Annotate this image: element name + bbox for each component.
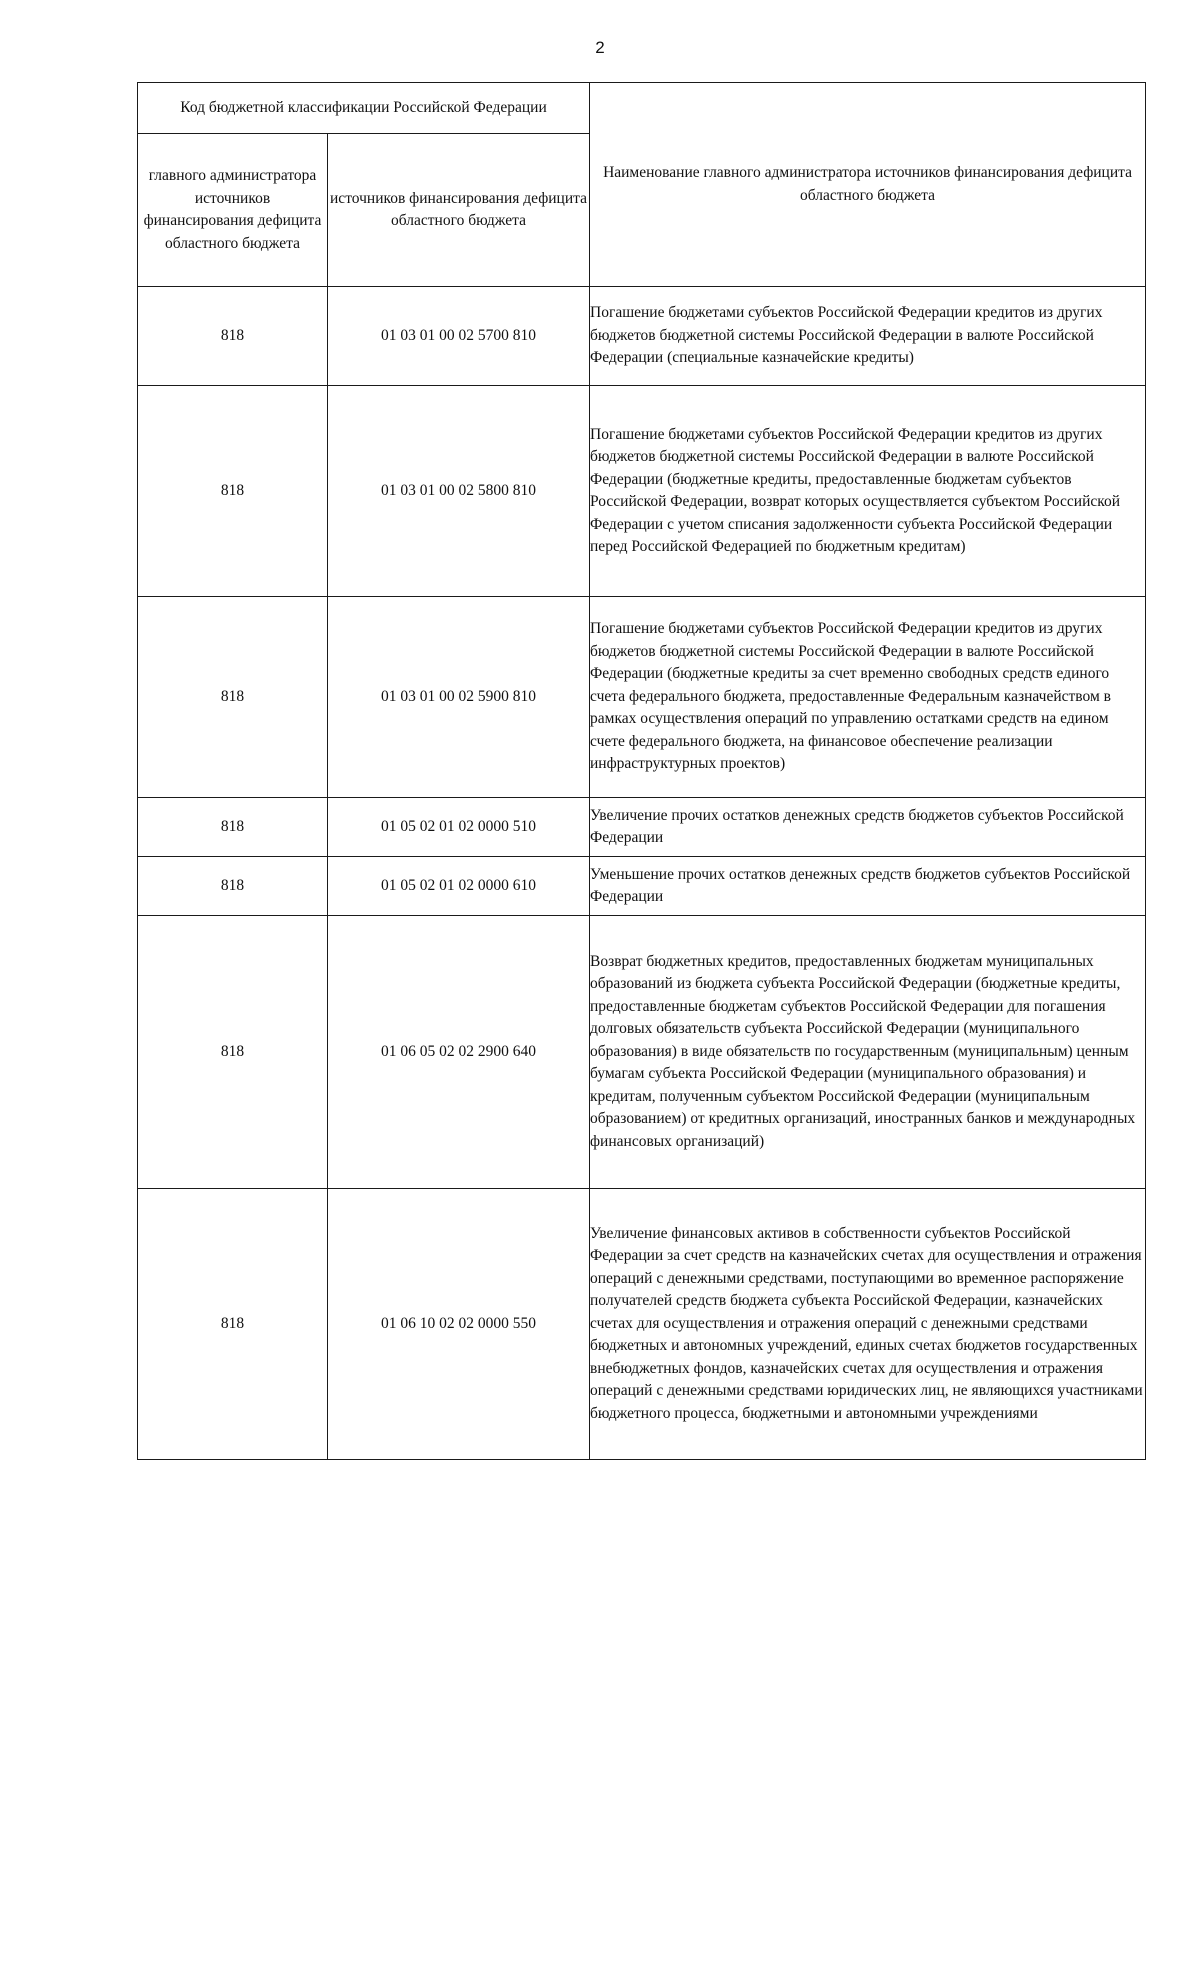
name-cell: Возврат бюджетных кредитов, предоставленных бюджетам муниципальных образований из бюджета субъекта Российской Федерации (бюджетные кредиты, предоставленные бюджетам субъектов Российской Федерации для погашения долговых обязательств субъекта Российской Федерации (муниципального образования) в виде обязательств по государственным (муниципальным) ценным бумагам субъекта Российской Федерации (муниципального образования) и кредитам, полученным субъектом Российской Федерации (муниципальным образованием) от кредитных организаций, иностранных банков и международных финансовых организаций) bbox=[590, 916, 1146, 1189]
table-row bbox=[138, 857, 1146, 916]
table-row bbox=[138, 386, 1146, 597]
table-row bbox=[138, 597, 1146, 798]
admin-code-cell: 818 bbox=[138, 386, 328, 597]
table-row bbox=[138, 916, 1146, 1189]
source-code-cell: 01 03 01 00 02 5800 810 bbox=[328, 386, 590, 597]
name-cell: Уменьшение прочих остатков денежных средств бюджетов субъектов Российской Федерации bbox=[590, 857, 1146, 916]
header-admin-column: главного администратора источников финансирования дефицита областного бюджета bbox=[138, 134, 328, 287]
source-code-cell: 01 03 01 00 02 5700 810 bbox=[328, 287, 590, 386]
name-cell: Погашение бюджетами субъектов Российской Федерации кредитов из других бюджетов бюджетной системы Российской Федерации в валюте Российской Федерации (специальные казначейские кредиты) bbox=[590, 287, 1146, 386]
page-number: 2 bbox=[595, 38, 605, 57]
name-cell: Погашение бюджетами субъектов Российской Федерации кредитов из других бюджетов бюджетной системы Российской Федерации в валюте Российской Федерации (бюджетные кредиты за счет временно свободных средств единого счета федерального бюджета, предоставленные Федеральным казначейством в рамках осуществления операций по управлению остатками средств на едином счете федерального бюджета, на финансовое обеспечение реализации инфраструктурных проектов) bbox=[590, 597, 1146, 798]
source-code-cell: 01 03 01 00 02 5900 810 bbox=[328, 597, 590, 798]
admin-code-cell: 818 bbox=[138, 597, 328, 798]
table-row bbox=[138, 287, 1146, 386]
source-code-cell: 01 05 02 01 02 0000 610 bbox=[328, 857, 590, 916]
admin-code-cell: 818 bbox=[138, 1189, 328, 1460]
header-code-group: Код бюджетной классификации Российской Федерации bbox=[138, 83, 590, 134]
header-source-column: источников финансирования дефицита областного бюджета bbox=[328, 134, 590, 287]
admin-code-cell: 818 bbox=[138, 798, 328, 857]
source-code-cell: 01 06 05 02 02 2900 640 bbox=[328, 916, 590, 1189]
name-cell: Увеличение прочих остатков денежных средств бюджетов субъектов Российской Федерации bbox=[590, 798, 1146, 857]
name-cell: Погашение бюджетами субъектов Российской Федерации кредитов из других бюджетов бюджетной системы Российской Федерации в валюте Российской Федерации (бюджетные кредиты, предоставленные бюджетам субъектов Российской Федерации, возврат которых осуществляется субъектом Российской Федерации с учетом списания задолженности субъекта Российской Федерации перед Российской Федерацией по бюджетным кредитам) bbox=[590, 386, 1146, 597]
source-code-cell: 01 06 10 02 02 0000 550 bbox=[328, 1189, 590, 1460]
table-row bbox=[138, 1189, 1146, 1460]
admin-code-cell: 818 bbox=[138, 916, 328, 1189]
source-code-cell: 01 05 02 01 02 0000 510 bbox=[328, 798, 590, 857]
name-cell: Увеличение финансовых активов в собственности субъектов Российской Федерации за счет средств на казначейских счетах для осуществления и отражения операций с денежными средствами, поступающими во временное распоряжение получателей средств бюджета субъекта Российской Федерации, казначейских счетах для осуществления и отражения операций с денежными средствами бюджетных и автономных учреждений, единых счетах бюджетов государственных внебюджетных фондов, казначейских счетах для осуществления и отражения операций с денежными средствами юридических лиц, не являющихся участниками бюджетного процесса, бюджетными и автономными учреждениями bbox=[590, 1189, 1146, 1460]
admin-code-cell: 818 bbox=[138, 857, 328, 916]
admin-code-cell: 818 bbox=[138, 287, 328, 386]
table-row bbox=[138, 798, 1146, 857]
budget-classification-table bbox=[137, 82, 1146, 1460]
header-name-column: Наименование главного администратора источников финансирования дефицита областного бюджета bbox=[590, 83, 1146, 287]
